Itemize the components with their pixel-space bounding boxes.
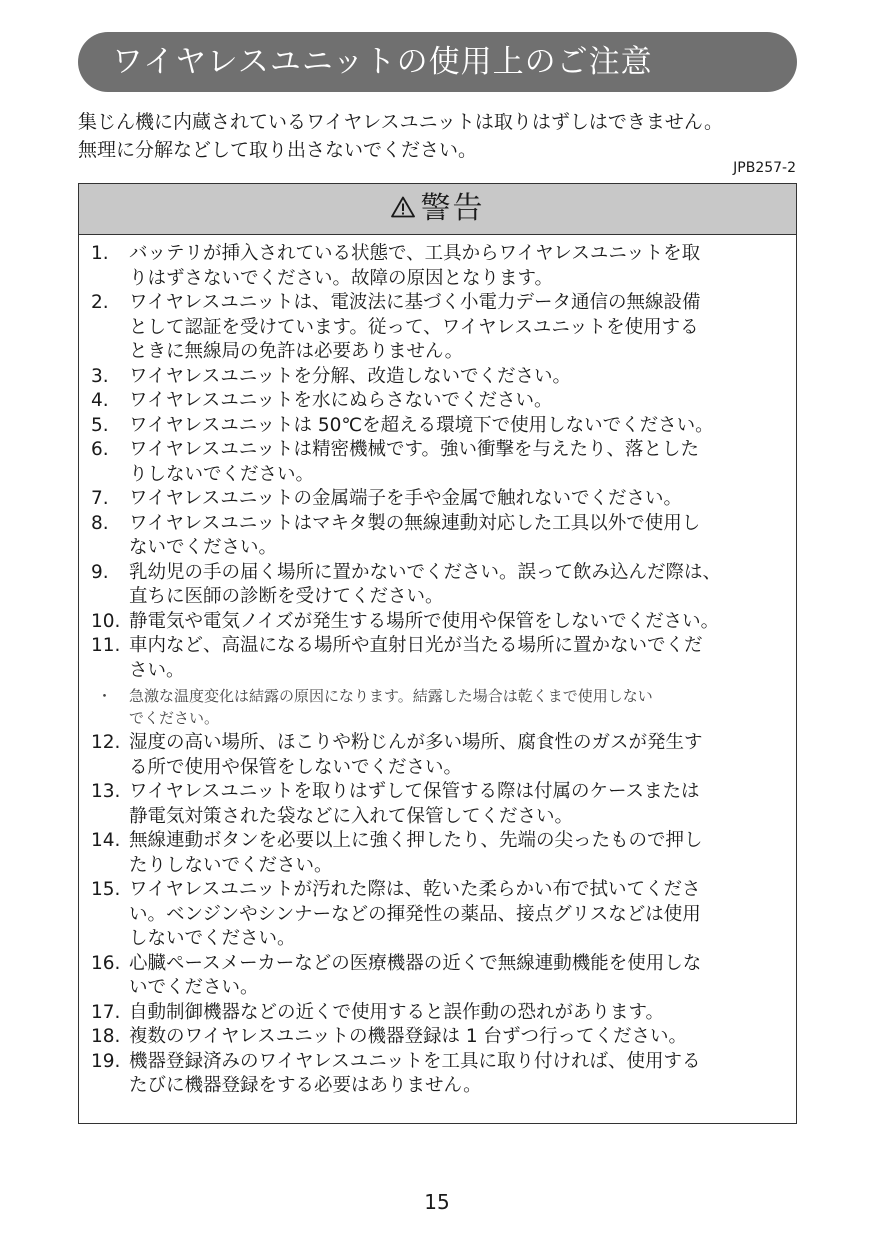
- item-line: 無線連動ボタンを必要以上に強く押したり、先端の尖ったもので押し: [129, 830, 703, 851]
- warning-item: [91, 829, 791, 878]
- item-number: 2.: [91, 292, 109, 313]
- item-line: ワイヤレスユニットは、電波法に基づく小電力データ通信の無線設備: [129, 292, 701, 313]
- item-text: [129, 365, 571, 390]
- warning-item: [91, 438, 791, 487]
- page-number: 15: [424, 1190, 450, 1214]
- warning-item: [91, 365, 791, 390]
- item-line: 湿度の高い場所、ほこりや粉じんが多い場所、腐食性のガスが発生す: [129, 732, 703, 753]
- item-line: 自動制御機器などの近くで使用すると誤作動の恐れがあります。: [129, 1001, 665, 1023]
- item-text: [129, 389, 552, 414]
- warning-item: [91, 1001, 791, 1026]
- item-line: さい。: [129, 659, 185, 681]
- item-line: いでください。: [129, 977, 259, 998]
- item-text: [129, 610, 719, 635]
- document-code: JPB257-2: [733, 160, 796, 176]
- item-number: 7.: [91, 488, 109, 509]
- item-number: 5.: [91, 414, 109, 436]
- item-line: 直ちに医師の診断を受けてください。: [129, 586, 444, 607]
- item-line: 機器登録済みのワイヤレスユニットを工具に取り付ければ、使用する: [129, 1050, 701, 1072]
- item-text: [129, 829, 703, 878]
- item-line: 車内など、高温になる場所や直射日光が当たる場所に置かないでくだ: [129, 635, 703, 656]
- item-text: [129, 414, 714, 439]
- item-text: [129, 634, 703, 683]
- item-line: ワイヤレスユニットを取りはずして保管する際は付属のケースまたは: [129, 781, 700, 802]
- item-line: ワイヤレスユニットを水にぬらさないでください。: [129, 390, 553, 411]
- item-text: [129, 487, 682, 512]
- item-number: 8.: [91, 512, 109, 534]
- item-text: [129, 780, 700, 829]
- section-title: ワイヤレスユニットの使用上のご注意: [78, 32, 797, 92]
- item-line: 静電気対策された袋などに入れて保管してください。: [129, 805, 574, 827]
- warning-list: [91, 242, 791, 1099]
- warning-item: [91, 389, 791, 414]
- item-line: ワイヤレスユニットを分解、改造しないでください。: [129, 365, 571, 387]
- item-text: [129, 561, 721, 610]
- item-text: [129, 878, 701, 952]
- item-number: 16.: [91, 952, 121, 974]
- warning-item: [91, 291, 791, 365]
- item-number: 10.: [91, 610, 121, 632]
- item-line: 乳幼児の手の届く場所に置かないでください。誤って飲み込んだ際は、: [129, 561, 722, 583]
- warning-item: [91, 731, 791, 780]
- item-line: 複数のワイヤレスユニットの機器登録は 1 台ずつ行ってください。: [129, 1026, 687, 1047]
- item-line: でください。: [129, 709, 220, 727]
- item-number: ・: [97, 687, 113, 705]
- warning-item: [91, 242, 791, 291]
- item-line: ワイヤレスユニットが汚れた際は、乾いた柔らかい布で拭いてくださ: [129, 879, 701, 900]
- warning-triangle-icon: [391, 196, 415, 218]
- item-line: たりしないでください。: [129, 854, 333, 876]
- item-text: [129, 731, 703, 780]
- item-line: ワイヤレスユニットは 50℃を超える環境下で使用しないでください。: [129, 414, 714, 436]
- item-text: [129, 291, 700, 365]
- item-line: として認証を受けています。従って、ワイヤレスユニットを使用する: [129, 316, 699, 338]
- item-text: [129, 438, 699, 487]
- warning-item: [91, 878, 791, 952]
- item-line: しないでください。: [129, 928, 296, 949]
- item-line: りしないでください。: [129, 463, 315, 485]
- item-line: ワイヤレスユニットの金属端子を手や金属で触れないでください。: [129, 488, 682, 509]
- item-line: ワイヤレスユニットは精密機械です。強い衝撃を与えたり、落とした: [129, 439, 699, 460]
- item-text: [129, 685, 653, 729]
- item-text: [129, 512, 700, 561]
- warning-title: 警告: [420, 191, 485, 226]
- item-number: 6.: [91, 439, 109, 460]
- item-number: 4.: [91, 390, 109, 411]
- item-line: ときに無線局の免許は必要ありません。: [129, 341, 464, 362]
- item-line: りはずさないでください。故障の原因となります。: [129, 267, 554, 289]
- warning-item: [91, 610, 791, 635]
- intro-line: 集じん機に内蔵されているワイヤレスユニットは取りはずしはできません。: [78, 111, 724, 133]
- item-number: 18.: [91, 1026, 121, 1047]
- warning-item: [91, 487, 791, 512]
- item-number: 9.: [91, 561, 109, 583]
- item-line: バッテリが挿入されている状態で、工具からワイヤレスユニットを取: [129, 243, 701, 264]
- warning-heading: [79, 184, 796, 234]
- item-number: 19.: [91, 1050, 121, 1072]
- item-line: ないでください。: [129, 537, 278, 558]
- warning-item: [91, 512, 791, 561]
- item-text: [129, 242, 700, 291]
- item-line: ワイヤレスユニットはマキタ製の無線連動対応した工具以外で使用し: [129, 512, 701, 534]
- item-line: る所で使用や保管をしないでください。: [129, 756, 463, 778]
- warning-item: [91, 414, 791, 439]
- warning-item: [91, 780, 791, 829]
- item-text: [129, 1001, 664, 1026]
- warning-header: [79, 184, 796, 235]
- warning-item: [91, 561, 791, 610]
- item-number: 1.: [91, 243, 109, 264]
- item-number: 14.: [91, 830, 121, 851]
- item-number: 12.: [91, 732, 121, 753]
- item-number: 15.: [91, 879, 121, 900]
- warning-box: [78, 183, 797, 1124]
- warning-item: [91, 952, 791, 1001]
- item-number: 11.: [91, 635, 121, 656]
- item-line: 静電気や電気ノイズが発生する場所で使用や保管をしないでください。: [129, 610, 720, 632]
- item-line: 急激な温度変化は結露の原因になります。結露した場合は乾くまで使用しない: [129, 687, 653, 705]
- item-line: い。ベンジンやシンナーなどの揮発性の薬品、接点グリスなどは使用: [129, 903, 701, 925]
- warning-item: [91, 634, 791, 683]
- intro-line: 無理に分解などして取り出さないでください。: [78, 139, 478, 161]
- item-text: [129, 1025, 687, 1050]
- item-line: たびに機器登録をする必要はありません。: [129, 1075, 482, 1096]
- warning-note: [91, 685, 791, 729]
- intro-text: [78, 108, 808, 164]
- warning-item: [91, 1050, 791, 1099]
- item-text: [129, 1050, 700, 1099]
- item-line: 心臓ペースメーカーなどの医療機器の近くで無線連動機能を使用しな: [129, 952, 702, 974]
- item-number: 3.: [91, 365, 109, 387]
- warning-item: [91, 1025, 791, 1050]
- item-text: [129, 952, 701, 1001]
- item-number: 13.: [91, 781, 121, 802]
- item-number: 17.: [91, 1001, 121, 1023]
